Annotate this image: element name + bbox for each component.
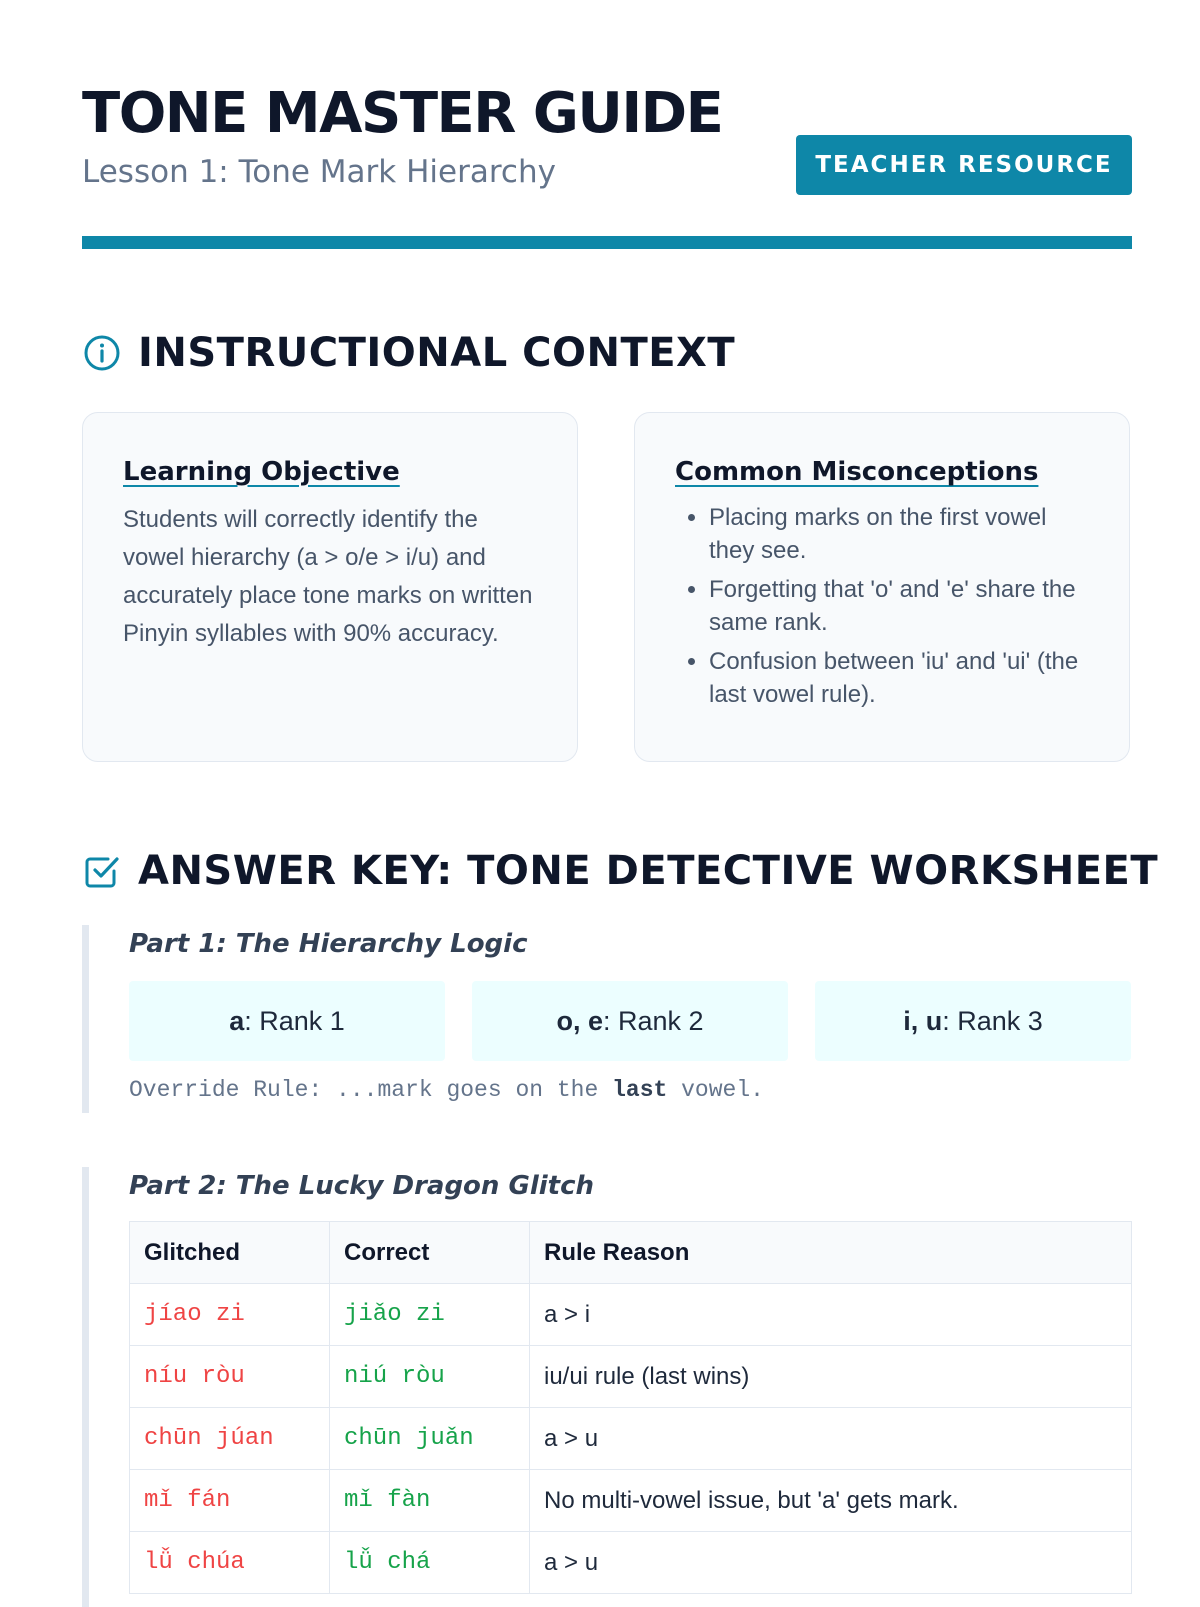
list-item: • Confusion between 'iu' and 'ui' (the last vowel rule). [709, 645, 1089, 711]
correct-cell: mǐ fàn [330, 1470, 530, 1532]
glitched-cell: jíao zi [130, 1284, 330, 1346]
rank-label: : Rank 1 [244, 1005, 345, 1036]
reason-cell: a > i [530, 1284, 1132, 1346]
reason-cell: a > u [530, 1532, 1132, 1594]
teacher-resource-badge: TEACHER RESOURCE [796, 135, 1132, 195]
rank-row [129, 981, 1132, 1061]
header-divider [82, 236, 1132, 249]
table-row [130, 1284, 1132, 1346]
learning-objective-card [82, 412, 578, 762]
column-header: Correct [330, 1222, 530, 1284]
rank-box [815, 981, 1131, 1061]
rank-box [472, 981, 788, 1061]
rank-label: : Rank 2 [602, 1005, 704, 1036]
correct-cell: jiǎo zi [330, 1284, 530, 1346]
glitched-cell: chūn júan [130, 1408, 330, 1470]
objective-text: Students will correctly identify the vowel hierarchy (a > o/e > i/u) and accurately place tone marks on written Pinyin syllables with 90% accuracy. [123, 506, 533, 647]
correct-cell: lǚ chá [330, 1532, 530, 1594]
table-row [130, 1532, 1132, 1594]
card-title: Learning Objective [123, 457, 400, 487]
answer-table [129, 1221, 1132, 1594]
page-title: TONE MASTER GUIDE [82, 81, 723, 146]
part-2-lucky-dragon-glitch [82, 1167, 1132, 1607]
table-row [130, 1470, 1132, 1532]
table-row [130, 1346, 1132, 1408]
override-rule [129, 1077, 1132, 1103]
part-title: Part 1: The Hierarchy Logic [129, 929, 528, 959]
section-title: ANSWER KEY: TONE DETECTIVE WORKSHEET [138, 848, 1159, 894]
glitched-cell: lǚ chúa [130, 1532, 330, 1594]
lesson-subtitle: Lesson 1: Tone Mark Hierarchy [82, 154, 556, 190]
override-suffix: vowel. [667, 1077, 764, 1103]
answer-key-heading [82, 848, 1158, 894]
override-emphasis: last [612, 1077, 668, 1103]
column-header: Glitched [130, 1222, 330, 1284]
reason-cell: iu/ui rule (last wins) [530, 1346, 1132, 1408]
rank-label: : Rank 3 [942, 1005, 1043, 1036]
misconceptions-list [675, 501, 1089, 711]
instructional-context-heading [82, 330, 735, 376]
part-title: Part 2: The Lucky Dragon Glitch [129, 1171, 594, 1201]
table-row [130, 1408, 1132, 1470]
correct-cell: chūn juǎn [330, 1408, 530, 1470]
misconceptions-card [634, 412, 1130, 762]
rank-vowels: a [229, 1005, 245, 1036]
reason-cell: a > u [530, 1408, 1132, 1470]
table-header-row [130, 1222, 1132, 1284]
column-header: Rule Reason [530, 1222, 1132, 1284]
info-icon [82, 333, 122, 373]
rank-vowels: o, e [556, 1005, 603, 1036]
section-title: INSTRUCTIONAL CONTEXT [138, 330, 736, 376]
rank-box [129, 981, 445, 1061]
rank-vowels: i, u [903, 1005, 943, 1036]
card-title: Common Misconceptions [675, 457, 1039, 487]
glitched-cell: níu ròu [130, 1346, 330, 1408]
glitched-cell: mǐ fán [130, 1470, 330, 1532]
list-item: • Forgetting that 'o' and 'e' share the same rank. [709, 573, 1089, 639]
page-header [82, 80, 1132, 250]
correct-cell: niú ròu [330, 1346, 530, 1408]
part-1-hierarchy-logic [82, 925, 1132, 1113]
reason-cell: No multi-vowel issue, but 'a' gets mark. [530, 1470, 1132, 1532]
override-prefix: Override Rule: ...mark goes on the [129, 1077, 613, 1103]
list-item: • Placing marks on the first vowel they see. [709, 501, 1089, 567]
checkbox-icon [82, 851, 122, 891]
